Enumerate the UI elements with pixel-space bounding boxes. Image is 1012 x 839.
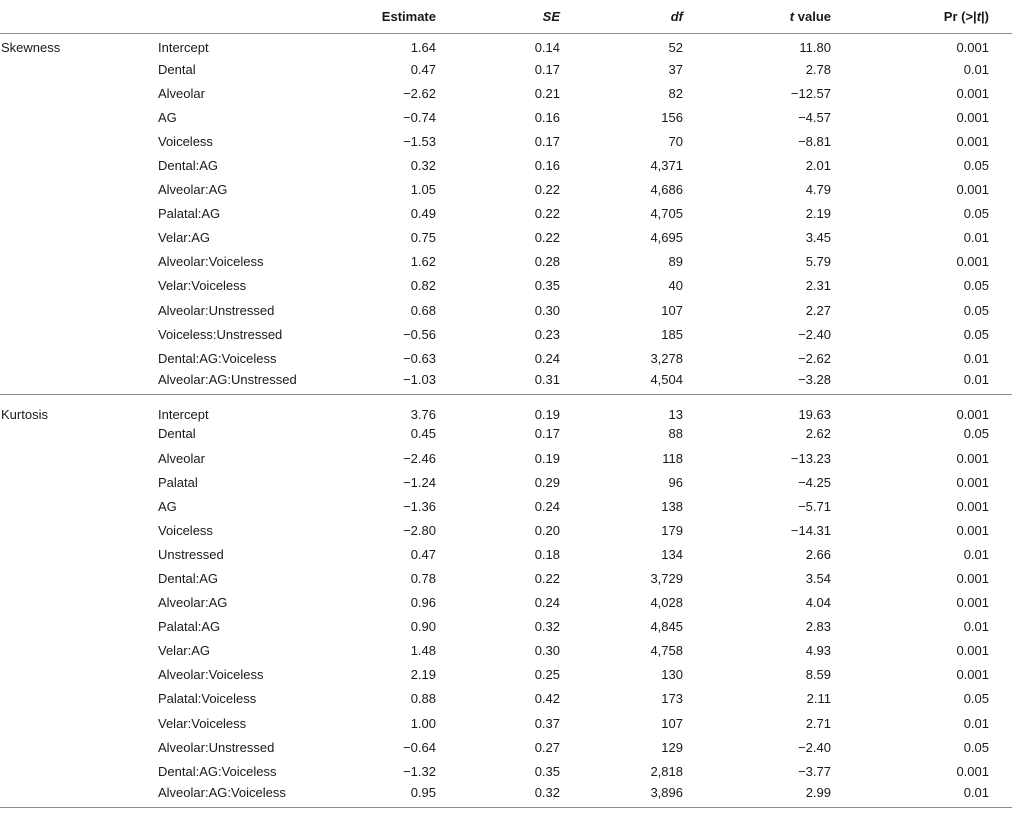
cell-term: Intercept [158,406,209,422]
cell-t-value: 8.59 [805,667,831,683]
cell-p-value: 0.001 [956,498,989,514]
cell-term: Dental:AG:Voiceless [158,350,277,366]
table-row [0,298,1012,322]
cell-term: Alveolar [158,450,205,466]
cell-se: 0.24 [534,498,560,514]
cell-df: 156 [661,109,683,125]
table-row [0,494,1012,518]
cell-df: 134 [661,546,683,562]
cell-estimate: 0.90 [410,619,436,635]
cell-df: 3,278 [650,350,683,366]
cell-se: 0.37 [534,715,560,731]
cell-se: 0.32 [534,619,560,635]
cell-se: 0.25 [534,667,560,683]
cell-p-value: 0.001 [956,643,989,659]
header-pr-suffix: |) [981,8,989,24]
cell-term: Palatal:AG [158,206,221,222]
cell-term: Velar:AG [158,643,211,659]
cell-term: Velar:Voiceless [158,278,247,294]
cell-se: 0.35 [534,278,560,294]
cell-df: 179 [661,522,683,538]
header-row [0,0,1012,33]
cell-p-value: 0.01 [963,61,989,77]
header-t-rest: value [794,8,831,24]
table-row [0,250,1012,274]
cell-se: 0.22 [534,206,560,222]
table-row [0,711,1012,735]
cell-term: AG [158,109,177,125]
section-label-empty [0,615,150,639]
cell-term: Velar:Voiceless [158,715,247,731]
cell-p-value: 0.001 [956,571,989,587]
cell-t-value: 2.27 [805,302,831,318]
cell-se: 0.24 [534,350,560,366]
cell-estimate: 0.45 [410,426,436,442]
table-row [0,591,1012,615]
cell-t-value: −3.28 [702,370,850,394]
cell-p-value: 0.001 [956,406,989,422]
cell-estimate: −0.74 [403,109,436,125]
cell-se: 0.17 [534,426,560,442]
cell-t-value: 2.19 [805,206,831,222]
section-label-empty [0,298,150,322]
cell-se: 0.21 [534,85,560,101]
section-label-empty [0,274,150,298]
cell-df: 130 [661,667,683,683]
table-row [0,470,1012,494]
cell-se: 0.20 [534,522,560,538]
section-label-empty [0,542,150,566]
header-t-value [702,0,850,33]
section-label-empty [0,322,150,346]
cell-estimate: 2.19 [410,667,436,683]
header-group [0,0,150,33]
header-df [579,0,702,33]
section-label-empty [0,202,150,226]
table-row [0,615,1012,639]
cell-term: Alveolar:AG:Unstressed [150,370,330,394]
cell-t-value: −5.71 [798,498,831,514]
section-label-empty [0,470,150,494]
header-df-label: df [670,8,683,24]
cell-t-value: 4.93 [805,643,831,659]
header-pr [850,0,1012,33]
cell-t-value: 5.79 [805,254,831,270]
header-pr-prefix: Pr (>| [943,8,977,24]
cell-estimate: 0.88 [410,691,436,707]
cell-estimate: −1.36 [403,498,436,514]
section-label-empty [0,783,150,807]
table-header [0,0,1012,33]
cell-se: 0.35 [534,763,560,779]
cell-estimate: −0.64 [403,739,436,755]
section-label-empty [0,566,150,590]
cell-se: 0.23 [534,326,560,342]
cell-term: Unstressed [158,546,224,562]
cell-t-value: 2.01 [805,158,831,174]
table-row [0,33,1012,57]
cell-p-value: 0.001 [956,474,989,490]
section-label-empty [0,494,150,518]
section-label: Skewness [1,39,61,55]
cell-term: Alveolar:Voiceless [158,667,264,683]
cell-se: 0.42 [534,691,560,707]
cell-se: 0.19 [534,450,560,466]
section-label-empty [0,446,150,470]
section-label-empty [0,81,150,105]
cell-p-value: 0.001 [956,39,989,55]
cell-df: 4,371 [650,158,683,174]
cell-term: Dental [158,61,196,77]
cell-p-value: 0.05 [963,206,989,222]
cell-estimate: −1.24 [403,474,436,490]
cell-se: 0.30 [534,643,560,659]
table-row [0,274,1012,298]
cell-term: Alveolar [158,85,205,101]
header-t-italic: t [789,8,795,24]
cell-estimate: 0.47 [410,61,436,77]
cell-p-value: 0.001 [956,450,989,466]
section-label-empty [0,422,150,446]
cell-t-value: 2.31 [805,278,831,294]
table-row [0,783,1012,807]
cell-p-value: 0.01 [963,546,989,562]
table-row [0,394,1012,422]
table-row [0,687,1012,711]
cell-estimate: −2.46 [403,450,436,466]
cell-t-value: −2.62 [798,350,831,366]
cell-se: 0.18 [534,546,560,562]
cell-t-value: 3.45 [805,230,831,246]
table-row [0,129,1012,153]
section-label-empty [0,129,150,153]
cell-term: Alveolar:Voiceless [158,254,264,270]
section-label-empty [0,518,150,542]
cell-estimate: 0.78 [410,571,436,587]
cell-df: 4,705 [650,206,683,222]
cell-term: Dental [158,426,196,442]
section-label-empty [0,639,150,663]
cell-estimate: 1.00 [410,715,436,731]
cell-t-value: −4.57 [798,109,831,125]
cell-term: Voiceless:Unstressed [158,326,283,342]
cell-p-value: 0.001 [956,254,989,270]
cell-se: 0.16 [534,158,560,174]
cell-t-value: 2.11 [806,691,831,707]
table-row [0,202,1012,226]
cell-term: Velar:AG [158,230,211,246]
cell-df: 107 [661,302,683,318]
cell-term: Alveolar:AG:Voiceless [150,783,330,807]
cell-df: 4,504 [579,370,702,394]
section-label-empty [0,735,150,759]
table-row [0,105,1012,129]
cell-p-value: 0.01 [963,350,989,366]
cell-estimate: −0.56 [403,326,436,342]
cell-df: 88 [668,426,683,442]
cell-estimate: 0.49 [410,206,436,222]
table-row [0,322,1012,346]
header-se-label: SE [542,8,560,24]
table-row [0,566,1012,590]
cell-estimate: 1.64 [410,39,436,55]
cell-t-value: 4.79 [805,182,831,198]
section-label-empty [0,178,150,202]
cell-df: 4,695 [650,230,683,246]
cell-df: 82 [668,85,683,101]
cell-p-value: 0.01 [963,230,989,246]
header-pr-italic: t [976,8,982,24]
table-row [0,370,1012,394]
cell-p-value: 0.05 [963,691,989,707]
cell-se: 0.22 [534,571,560,587]
cell-t-value: −2.40 [798,739,831,755]
cell-estimate: 1.48 [410,643,436,659]
cell-p-value: 0.001 [956,182,989,198]
cell-se: 0.29 [534,474,560,490]
cell-t-value: 3.54 [805,571,831,587]
cell-term: Voiceless [158,133,213,149]
section-label-empty [0,105,150,129]
section-label-empty [0,711,150,735]
cell-t-value: −8.81 [798,133,831,149]
cell-df: 4,758 [650,643,683,659]
cell-df: 129 [661,739,683,755]
cell-term: AG [158,498,177,514]
cell-term: Alveolar:Unstressed [158,739,275,755]
cell-p-value: 0.05 [963,302,989,318]
table-row [0,81,1012,105]
cell-t-value: −2.40 [798,326,831,342]
cell-t-value: 4.04 [805,595,831,611]
cell-se: 0.31 [455,370,579,394]
table-row [0,759,1012,783]
cell-t-value: 11.80 [799,39,831,55]
table-row [0,57,1012,81]
cell-estimate: 0.68 [410,302,436,318]
table-row [0,153,1012,177]
table-row [0,639,1012,663]
cell-t-value: 2.78 [805,61,831,77]
cell-p-value: 0.05 [963,278,989,294]
cell-p-value: 0.001 [956,109,989,125]
cell-term: Voiceless [158,522,213,538]
cell-estimate: 3.76 [410,406,436,422]
section-label-empty [0,250,150,274]
section-label-empty [0,346,150,370]
cell-estimate: 1.62 [410,254,436,270]
cell-t-value: 2.62 [805,426,831,442]
cell-df: 4,028 [650,595,683,611]
cell-df: 37 [668,61,683,77]
section-label-empty [0,57,150,81]
cell-estimate: 1.05 [410,182,436,198]
cell-df: 3,896 [579,783,702,807]
cell-df: 96 [668,474,683,490]
cell-term: Intercept [158,39,209,55]
cell-t-value: −14.31 [790,522,831,538]
cell-estimate: −2.80 [403,522,436,538]
cell-estimate: −1.32 [403,763,436,779]
cell-df: 138 [661,498,683,514]
cell-df: 118 [662,450,683,466]
cell-df: 173 [661,691,683,707]
section-label-empty [0,370,150,394]
section-label: Kurtosis [1,406,48,422]
table-row [0,735,1012,759]
cell-t-value: −4.25 [798,474,831,490]
cell-t-value: 2.99 [702,783,850,807]
cell-term: Dental:AG [158,158,218,174]
table-row [0,178,1012,202]
cell-term: Alveolar:AG [158,595,228,611]
table-row [0,446,1012,470]
section-label-empty [0,153,150,177]
cell-term: Alveolar:AG [158,182,228,198]
cell-t-value: 2.83 [805,619,831,635]
cell-p-value: 0.001 [956,522,989,538]
cell-p-value: 0.01 [963,715,989,731]
section-label-empty [0,759,150,783]
section-label-empty [0,226,150,250]
cell-df: 185 [661,326,683,342]
cell-t-value: 2.71 [805,715,831,731]
cell-estimate: 0.32 [410,158,436,174]
table-row [0,226,1012,250]
cell-t-value: −12.57 [790,85,831,101]
cell-p-value: 0.05 [963,158,989,174]
cell-p-value: 0.001 [956,667,989,683]
cell-estimate: 0.96 [410,595,436,611]
cell-df: 89 [668,254,683,270]
table-row [0,422,1012,446]
cell-df: 40 [668,278,683,294]
header-term [150,0,330,33]
cell-df: 4,686 [650,182,683,198]
table-row [0,346,1012,370]
cell-estimate: 0.95 [330,783,455,807]
cell-p-value: 0.05 [963,426,989,442]
cell-se: 0.30 [534,302,560,318]
cell-term: Dental:AG:Voiceless [158,763,277,779]
cell-estimate: 0.75 [410,230,436,246]
cell-term: Dental:AG [158,571,218,587]
cell-term: Palatal:AG [158,619,221,635]
cell-df: 107 [661,715,683,731]
cell-term: Palatal:Voiceless [158,691,257,707]
cell-df: 70 [668,133,683,149]
cell-p-value: 0.001 [956,595,989,611]
cell-t-value: −3.77 [798,763,831,779]
cell-estimate: −1.03 [330,370,455,394]
cell-p-value: 0.001 [956,85,989,101]
table-row [0,518,1012,542]
cell-estimate: −1.53 [403,133,436,149]
cell-term: Alveolar:Unstressed [158,302,275,318]
table-row [0,542,1012,566]
cell-se: 0.19 [534,406,560,422]
cell-p-value: 0.05 [963,326,989,342]
cell-se: 0.27 [534,739,560,755]
cell-se: 0.17 [534,133,560,149]
cell-p-value: 0.001 [956,763,989,779]
cell-se: 0.17 [534,61,560,77]
cell-t-value: 19.63 [798,406,831,422]
table-row [0,663,1012,687]
cell-t-value: 2.66 [805,546,831,562]
cell-se: 0.28 [534,254,560,270]
cell-term: Palatal [158,474,198,490]
cell-p-value: 0.01 [850,783,1012,807]
section-label-empty [0,591,150,615]
cell-p-value: 0.001 [956,133,989,149]
cell-se: 0.16 [534,109,560,125]
cell-p-value: 0.01 [963,619,989,635]
cell-df: 13 [668,406,683,422]
cell-estimate: −2.62 [403,85,436,101]
header-estimate: Estimate [330,0,455,33]
section-label-empty [0,663,150,687]
cell-se: 0.32 [455,783,579,807]
cell-df: 52 [668,39,683,55]
cell-se: 0.14 [534,39,560,55]
cell-se: 0.24 [534,595,560,611]
cell-estimate: −0.63 [403,350,436,366]
cell-df: 2,818 [650,763,683,779]
cell-p-value: 0.01 [850,370,1012,394]
header-se [455,0,579,33]
cell-estimate: 0.47 [410,546,436,562]
table-body [0,33,1012,807]
cell-estimate: 0.82 [410,278,436,294]
cell-df: 3,729 [650,571,683,587]
cell-t-value: −13.23 [790,450,831,466]
cell-se: 0.22 [534,230,560,246]
cell-se: 0.22 [534,182,560,198]
cell-p-value: 0.05 [963,739,989,755]
cell-df: 4,845 [650,619,683,635]
section-label-empty [0,687,150,711]
